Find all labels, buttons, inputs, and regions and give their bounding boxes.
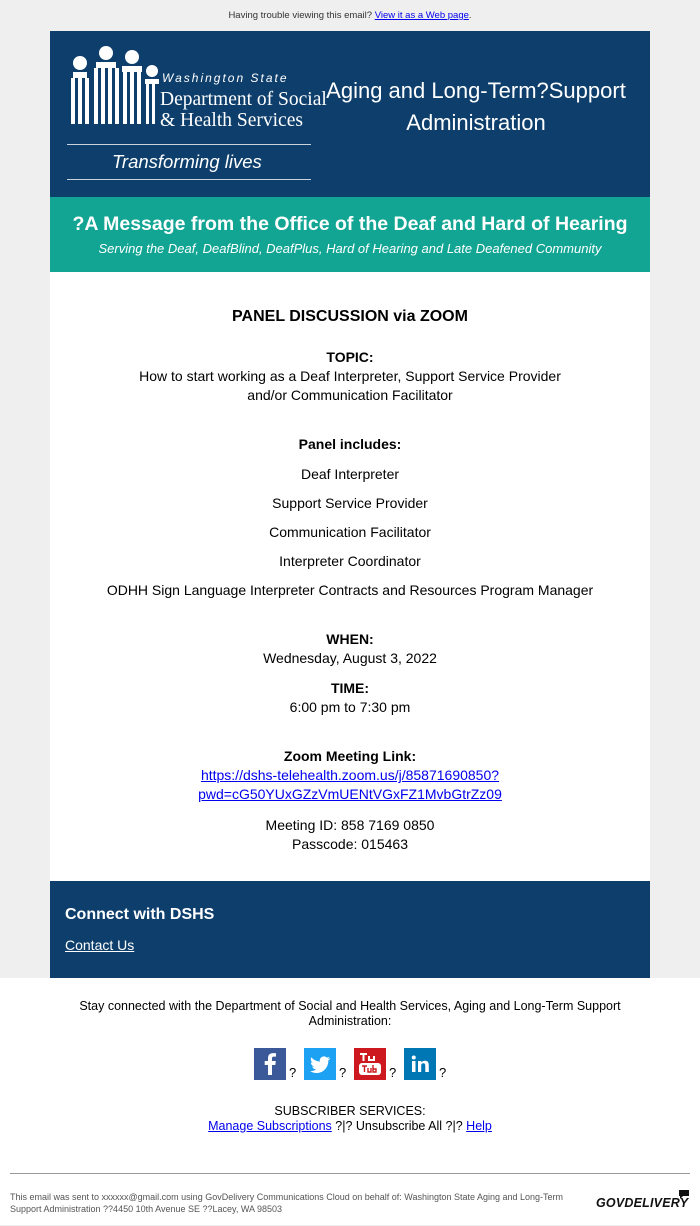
when-section (50, 630, 650, 668)
email-footer (0, 978, 700, 1225)
contact-us-link[interactable]: Contact Us (65, 937, 135, 953)
logo-divider (67, 144, 311, 145)
when-label: WHEN: (326, 631, 374, 647)
social-links (254, 1048, 454, 1088)
social-separator: ? (289, 1065, 297, 1080)
linkedin-icon[interactable] (404, 1048, 436, 1080)
fine-print: This email was sent to xxxxxx@gmail.com using GovDelivery Communications Cloud on behalf of: Washington State Aging and Long-Term Support Administration ??4450 10th Avenue SE ??Lacey, WA 98503 (10, 1192, 564, 1214)
social-separator: ? (389, 1065, 397, 1080)
panel-section (50, 435, 650, 600)
list-item: Deaf Interpreter (300, 466, 400, 482)
event-details (50, 272, 650, 881)
administration-title: Aging and Long-Term?Support Administration (326, 78, 626, 135)
connect-title: Connect with DSHS (65, 906, 215, 923)
event-heading: PANEL DISCUSSION via ZOOM (232, 308, 468, 325)
social-separator: ? (439, 1065, 447, 1080)
banner-title: ?A Message from the Office of the Deaf and Hard of Hearing (72, 213, 628, 235)
social-separator: ? (339, 1065, 347, 1080)
email-body (50, 31, 650, 978)
unsubscribe-all-link[interactable]: Unsubscribe All (355, 1119, 443, 1133)
message-banner (50, 197, 650, 272)
link-separator: ?|? (331, 1119, 356, 1133)
people-figures-icon (66, 45, 162, 135)
topic-section (50, 348, 650, 405)
manage-subscriptions-link[interactable]: Manage Subscriptions (208, 1119, 332, 1133)
stay-connected-text: Stay connected with the Department of Social and Health Services, Aging and Long-Term Support Administration: (79, 999, 621, 1028)
logo-tagline: Transforming lives (112, 151, 262, 172)
youtube-icon[interactable] (354, 1048, 386, 1080)
banner-subtitle: Serving the Deaf, DeafBlind, DeafPlus, Hard of Hearing and Late Deafened Community (98, 241, 602, 256)
panel-label: Panel includes: (298, 436, 402, 452)
when-value: Wednesday, August 3, 2022 (263, 650, 437, 666)
zoom-meeting-link[interactable]: https://dshs-telehealth.zoom.us/j/85871690850? pwd=cG50YUxGZzVmUENtVGxFZ1MvbGtrZz09 (198, 767, 502, 802)
topic-text-line1: How to start working as a Deaf Interpreter, Support Service Provider (139, 368, 561, 384)
time-label: TIME: (330, 680, 370, 696)
logo-department-text: Department of Social & Health Services (160, 89, 327, 131)
twitter-icon[interactable] (304, 1048, 336, 1080)
view-web-page-link[interactable]: View it as a Web page (374, 10, 469, 21)
time-value: 6:00 pm to 7:30 pm (289, 699, 411, 715)
meeting-credentials (50, 816, 650, 854)
header (50, 31, 650, 197)
time-section (50, 679, 650, 717)
subscriber-services (0, 1104, 700, 1134)
govdelivery-logo[interactable]: GOVDELIVERY (596, 1196, 689, 1210)
zoom-section (50, 747, 650, 804)
facebook-icon[interactable] (254, 1048, 286, 1080)
meeting-id: Meeting ID: 858 7169 0850 (265, 817, 435, 833)
zoom-label: Zoom Meeting Link: (283, 748, 417, 764)
list-item: Support Service Provider (272, 495, 428, 511)
preheader: Having trouble viewing this email? View it as a Web page. (228, 10, 472, 21)
logo-state-text: Washington State (162, 71, 289, 85)
topic-text-line2: and/or Communication Facilitator (247, 387, 453, 403)
preheader-text: Having trouble viewing this email? (228, 10, 373, 21)
list-item: Communication Facilitator (269, 524, 431, 540)
passcode: Passcode: 015463 (292, 836, 408, 852)
footer-divider (10, 1173, 690, 1174)
connect-section (50, 881, 650, 978)
topic-label: TOPIC: (326, 349, 374, 365)
logo-divider (67, 179, 311, 180)
link-separator: ?|? (442, 1119, 467, 1133)
list-item: ODHH Sign Language Interpreter Contracts and Resources Program Manager (106, 582, 594, 598)
list-item: Interpreter Coordinator (279, 553, 421, 569)
subscriber-label: SUBSCRIBER SERVICES: (274, 1104, 426, 1118)
dshs-logo[interactable] (66, 45, 327, 185)
help-link[interactable]: Help (466, 1119, 492, 1133)
subscriber-links (0, 1119, 700, 1134)
speech-bubble-icon (678, 1189, 690, 1200)
